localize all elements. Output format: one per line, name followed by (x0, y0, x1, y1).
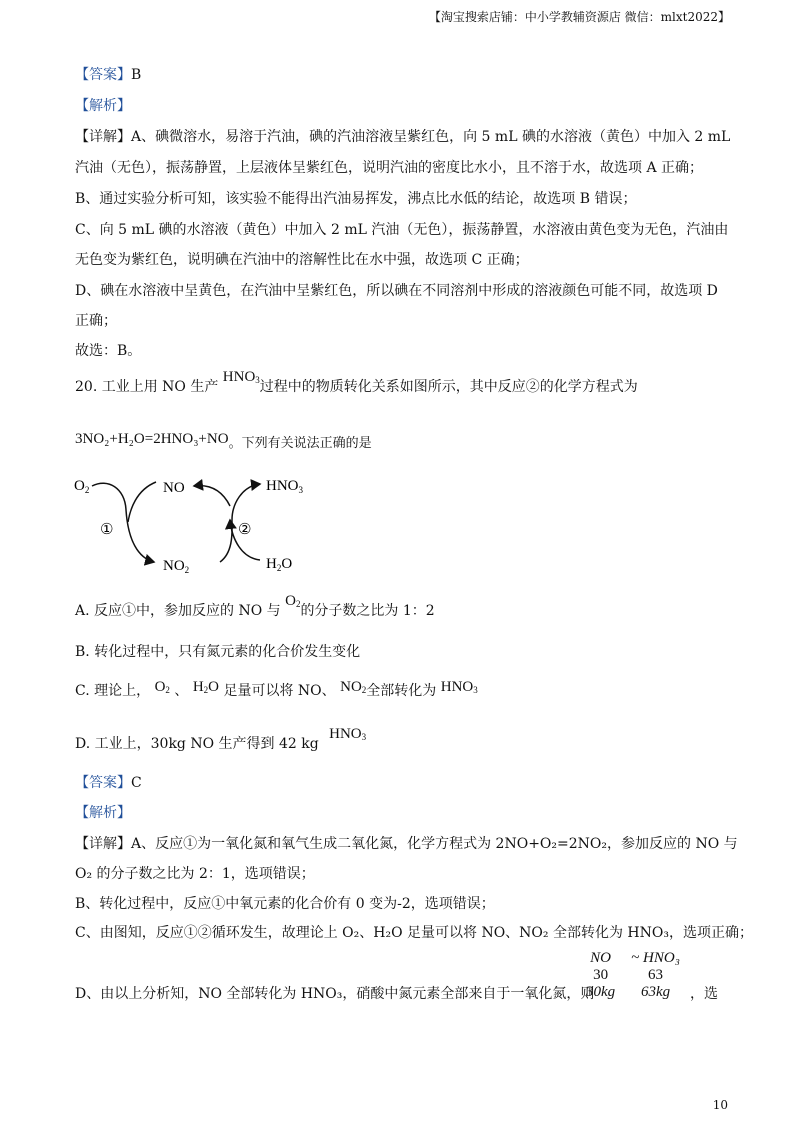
label-h2o: $H_2O$ (266, 556, 293, 573)
answer-tag: 【答案】 (75, 775, 131, 791)
question-stem: 20. 工业上用 NO 生产 $HNO_3$过程中的物质转化关系如图所示，其中反应②的化学方程式为 (75, 369, 638, 395)
detail-tail: ，选 (690, 986, 718, 1002)
arrow-no-into-cycle (128, 482, 156, 522)
detail-line: 无色变为紫红色，说明碘在汽油中的溶解性比在水中强，故选项 C 正确； (75, 252, 529, 268)
chemical-equation: 3NO₂+H₂O=2HNO₃+NO (75, 431, 229, 447)
ratio-cell: 30 (593, 967, 609, 983)
analysis-tag: 【解析】 (75, 805, 131, 821)
detail-line: C、向 5 mL 碘的水溶液（黄色）中加入 2 mL 汽油（无色），振荡静置，水溶液由黄色变为无色，汽油由 (75, 222, 729, 238)
detail-line: 正确； (75, 313, 117, 329)
detail-line: 汽油（无色），振荡静置，上层液体呈紫红色，说明汽油的密度比水小，且不溶于水，故选项 A 正确； (75, 160, 704, 176)
detail-line: D、碘在水溶液中呈黄色，在汽油中呈紫红色，所以碘在不同溶剂中形成的溶液颜色可能不同，故选项 D (75, 283, 718, 299)
label-no2: $NO_2$ (163, 558, 190, 575)
arrow-to-no (194, 486, 230, 506)
ratio-cell: NO (590, 950, 611, 966)
label-no: NO (163, 480, 185, 496)
equation-line: 3NO₂+H₂O=2HNO₃+NO。下列有关说法正确的是 (75, 431, 372, 451)
option-a: A. 反应①中，参加反应的 NO 与 $O_2$的分子数之比为 1：2 (75, 593, 435, 619)
answer-value: B (131, 67, 142, 83)
detail-line: 故选：B。 (75, 343, 142, 359)
detail-line: D、由以上分析知，NO 全部转化为 HNO₃，硝酸中氮元素全部来自于一氧化氮，则 (75, 986, 595, 1002)
reaction-cycle-diagram (70, 470, 370, 580)
option-c: C. 理论上， $O_2$ 、 $H_2O$ 足量可以将 NO、 $NO_2$全部转化为 $HNO_3$ (75, 679, 478, 699)
answer-line (75, 64, 141, 84)
option-b: B. 转化过程中，只有氮元素的化合价发生变化 (75, 644, 361, 660)
label-hno3: $HNO_3$ (266, 478, 303, 495)
detail-line: O₂ 的分子数之比为 2：1，选项错误； (75, 866, 315, 882)
page-header: 【淘宝搜索店铺：中小学教辅资源店 微信：mlxt2022】 (428, 10, 730, 24)
ratio-table (578, 950, 688, 1001)
detail-line: C、由图知，反应①②循环发生，故理论上 O₂、H₂O 足量可以将 NO、NO₂ 全部转化为 HNO₃，选项正确； (75, 925, 753, 941)
detail-line: B、转化过程中，反应①中氧元素的化合价有 0 变为-2，选项错误； (75, 896, 495, 912)
detail-line: 【详解】A、碘微溶水，易溶于汽油，碘的汽油溶液呈紫红色，向 5 mL 碘的水溶液（黄色）中加入 2 mL (75, 129, 731, 145)
analysis-tag: 【解析】 (75, 98, 131, 114)
ratio-cell: 63 (648, 967, 664, 983)
label-o2: $O_2$ (74, 478, 90, 495)
ratio-cell: 30kg (586, 984, 616, 1000)
option-d: D. 工业上，30kg NO 生产得到 42 kg $HNO_3$ (75, 726, 367, 752)
ratio-cell: 63kg (640, 984, 671, 1000)
answer-tag: 【答案】 (75, 67, 131, 83)
answer-line (75, 772, 142, 792)
ratio-cell: ~ HNO₃ (631, 950, 680, 966)
reaction-2-label: ② (238, 520, 252, 538)
detail-line: 【详解】A、反应①为一氧化氮和氧气生成二氧化氮，化学方程式为 2NO+O₂=2NO₂，参加反应的 NO 与 (75, 836, 738, 852)
reaction-1-label: ① (100, 520, 114, 538)
detail-line: B、通过实验分析可知，该实验不能得出汽油易挥发，沸点比水低的结论，故选项 B 错误； (75, 191, 637, 207)
page-number: 10 (712, 1098, 728, 1112)
answer-value: C (131, 775, 142, 791)
